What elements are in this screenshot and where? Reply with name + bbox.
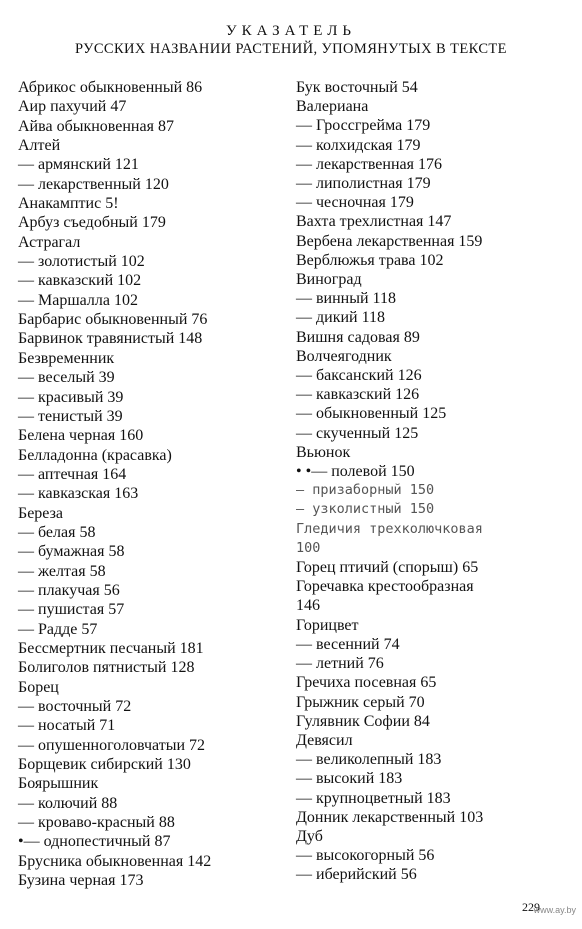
index-entry: — лекарственная 176 (296, 155, 442, 173)
index-entry: •— однопестичный 87 (18, 833, 171, 851)
index-entry: — иберийский 56 (296, 866, 417, 884)
index-entry: — Гроссгрейма 179 (296, 117, 431, 135)
index-entry: — великолепный 183 (296, 751, 442, 769)
index-entry: Барбарис обыкновенный 76 (18, 311, 208, 329)
index-entry: Донник лекарственный 103 (296, 808, 484, 826)
index-subtitle: РУССКИХ НАЗВАНИИ РАСТЕНИЙ, УПОМЯНУТЫХ В ТЕКСТЕ (75, 41, 507, 57)
index-entry: — кавказский 102 (18, 272, 142, 290)
index-entry: — баксанский 126 (296, 367, 422, 385)
page-number: 229 (522, 900, 540, 914)
index-entry: Арбуз съедобный 179 (18, 214, 166, 232)
index-entry: Белладонна (красавка) (18, 446, 172, 464)
index-entry: — желтая 58 (18, 562, 106, 580)
index-entry: — колхидская 179 (296, 136, 421, 154)
index-entry: — дикий 118 (296, 309, 386, 327)
index-entry: — золотистый 102 (18, 253, 145, 271)
index-entry: Вьюнок (296, 443, 351, 461)
index-entry: — тенистый 39 (18, 407, 123, 425)
index-entry: Белена черная 160 (18, 427, 144, 445)
index-entry: — крупноцветный 183 (296, 789, 451, 807)
index-entry: Грыжник серый 70 (296, 693, 425, 711)
index-entry: — Маршалла 102 (18, 291, 138, 309)
index-entry: Виноград (296, 271, 362, 289)
index-entry: — кавказский 126 (296, 386, 420, 404)
index-entry: — армянский 121 (18, 156, 139, 174)
index-entry: Безвременник (18, 349, 115, 367)
index-entry: Абрикос обыкновенный 86 (18, 79, 203, 96)
index-entry: Барвинок травянистый 148 (18, 330, 203, 348)
index-entry: — весенний 74 (296, 635, 400, 653)
index-entry: Верблюжья трава 102 (296, 251, 444, 269)
index-entry: Бессмертник песчаный 181 (18, 639, 204, 657)
index-entry: — призаборный 150 (296, 482, 435, 499)
index-entry: Гледичия трехколючковая (296, 520, 483, 537)
index-entry: — лекарственный 120 (18, 175, 169, 193)
index-title: УКАЗАТЕЛЬ (225, 23, 357, 39)
index-entry: — липолистная 179 (296, 175, 431, 193)
index-entry: — плакучая 56 (18, 581, 120, 599)
index-entry: — бумажная 58 (18, 543, 125, 561)
index-entry: Горицвет (296, 616, 359, 634)
index-entry: Вишня садовая 89 (296, 328, 420, 346)
index-entry: Борец (18, 678, 59, 696)
index-entry: — кавказская 163 (18, 485, 139, 503)
index-entry: 100 (296, 539, 321, 556)
index-entry: — Радде 57 (18, 620, 98, 638)
index-entry: Анакамптис 5! (18, 195, 119, 213)
index-entry: — колючий 88 (18, 794, 118, 812)
index-entry: Айва обыкновенная 87 (18, 117, 174, 135)
index-entry: Горечавка крестообразная (296, 578, 474, 596)
index-entry: — аптечная 164 (18, 465, 127, 483)
index-entry: — кроваво-красный 88 (18, 814, 175, 832)
index-entry: — высокогорный 56 (296, 847, 435, 865)
index-entry: Горец птичий (спорыш) 65 (296, 559, 479, 577)
index-entry: — красивый 39 (18, 388, 124, 406)
index-entry: Бук восточный 54 (296, 79, 418, 96)
index-entry: Гулявник Софии 84 (296, 712, 430, 730)
index-entry: Брусника обыкновенная 142 (18, 852, 212, 870)
index-entry: — носатый 71 (18, 717, 116, 735)
index-entry: — узколистный 150 (296, 501, 435, 518)
index-entry: Вербена лекарственная 159 (296, 232, 483, 250)
index-entry: Борщевик сибирский 130 (18, 756, 191, 774)
index-entry: Астрагал (18, 233, 81, 251)
index-entry: Валериана (296, 98, 369, 116)
index-entry: — белая 58 (18, 523, 96, 541)
index-entry: 146 (296, 597, 320, 615)
index-entry: Береза (18, 504, 64, 522)
watermark: www.ay.by (533, 905, 576, 915)
index-entry: Гречиха посевная 65 (296, 674, 437, 692)
index-entry: Бузина черная 173 (18, 872, 144, 890)
index-entry: — восточный 72 (18, 698, 132, 715)
left-index-column (18, 78, 280, 890)
index-entry: Дуб (296, 827, 323, 845)
index-entry: Алтей (18, 137, 61, 155)
index-entry: — скученный 125 (296, 424, 419, 442)
index-entry: — чесночная 179 (296, 194, 414, 212)
index-entry: — опушенноголовчатыи 72 (18, 736, 206, 754)
index-entry: — винный 118 (296, 290, 396, 308)
index-entry: Вахта трехлистная 147 (296, 213, 452, 231)
index-entry: Девясил (296, 731, 353, 749)
index-entry: Аир пахучий 47 (18, 98, 127, 116)
index-entry: Волчеягодник (296, 347, 392, 365)
index-entry: — пушистая 57 (18, 601, 125, 619)
index-entry: — летний 76 (296, 655, 384, 673)
index-entry: — веселый 39 (18, 369, 115, 387)
index-entry: — обыкновенный 125 (296, 405, 447, 423)
index-entry: Боярышник (18, 775, 99, 793)
index-entry: — высокий 183 (296, 770, 403, 788)
index-heading (0, 22, 582, 58)
index-entry: • •— полевой 150 (296, 463, 415, 481)
index-entry: Болиголов пятнистый 128 (18, 659, 195, 677)
right-index-column (296, 78, 568, 885)
